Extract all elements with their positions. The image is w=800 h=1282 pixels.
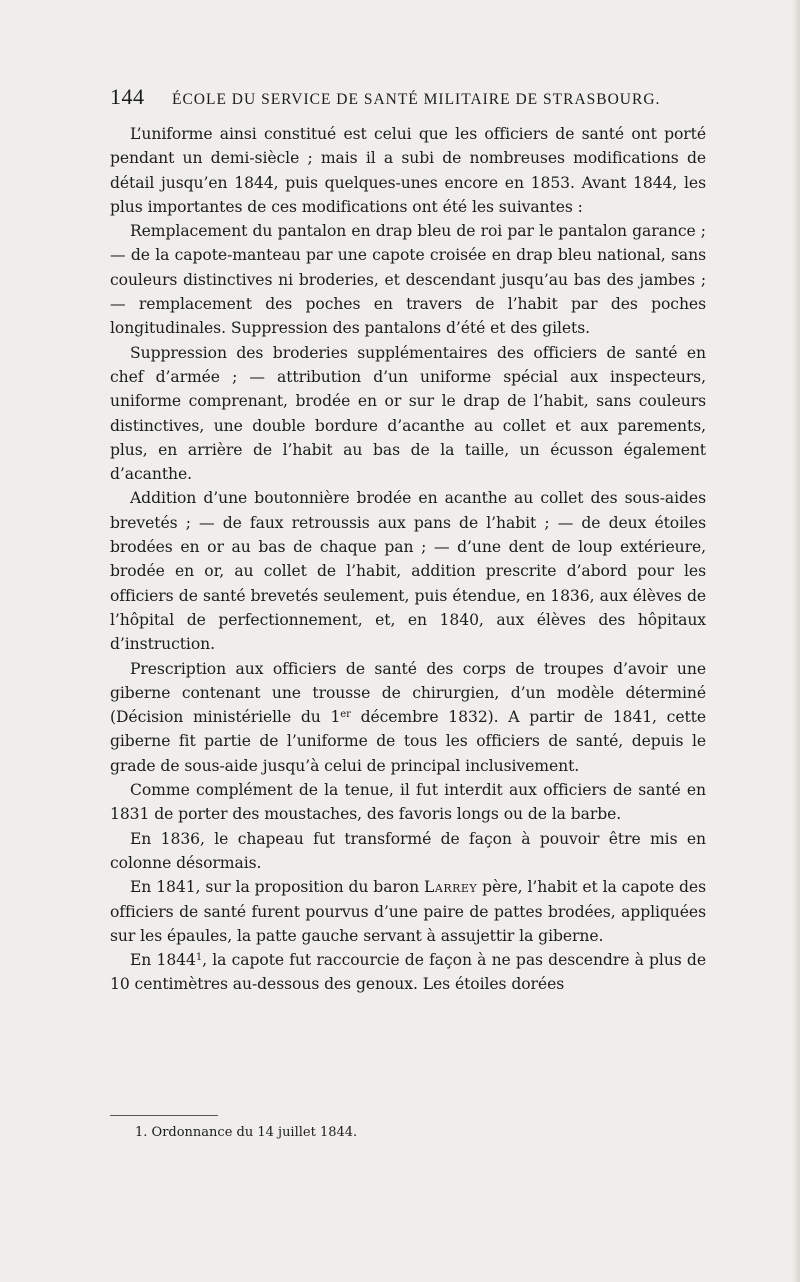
paragraph-1: L’uniforme ainsi constitué est celui que les officiers de santé ont porté pendant un demi-siècle ; mais il a subi de nombreuses modifications de détail jusqu’en 1844, puis quelques-unes encore en 1853. Avant 1844, les plus importantes de ces modifications ont été les suivantes : bbox=[110, 125, 706, 216]
paragraph-9-part-b: , la capote fut raccourcie de façon à ne pas descendre à plus de 10 centimètres au-dessous des genoux. Les étoiles dorées bbox=[110, 951, 706, 994]
paragraph-7: En 1836, le chapeau fut transformé de façon à pouvoir être mis en colonne désormais. bbox=[110, 829, 706, 872]
paragraph-5 bbox=[110, 657, 706, 778]
paragraph-3: Suppression des broderies supplémentaires des officiers de santé en chef d’armée ; — attribution d’un uniforme spécial aux inspecteurs, uniforme comprenant, brodée en or sur le drap de l’habit, sans couleurs distinctives, une double bordure d’acanthe au collet et aux parements, plus, en arrière de l’habit au bas de la taille, un écusson également d’acanthe. bbox=[110, 343, 706, 484]
paragraph-5-part-a: Prescription aux officiers de santé des corps de troupes d’avoir une giberne contenant une trousse de chirurgien, d’un modèle déterminé (Décision ministérielle du 1 bbox=[110, 659, 706, 727]
ordinal-superscript: er bbox=[340, 709, 351, 721]
body-text bbox=[110, 122, 706, 997]
footnote-divider bbox=[110, 1115, 218, 1116]
paragraph-6: Comme complément de la tenue, il fut interdit aux officiers de santé en 1831 de porter des moustaches, des favoris longs ou de la barbe. bbox=[110, 781, 706, 824]
paragraph-8-part-b: père, l’habit et la capote des officiers de santé furent pourvus d’une paire de pattes brodées, appliquées sur les épaules, la patte gauche servant à assujettir la giberne. bbox=[110, 878, 706, 945]
page-edge-shadow bbox=[792, 0, 800, 1282]
paragraph-9 bbox=[110, 948, 706, 997]
running-head: ÉCOLE DU SERVICE DE SANTÉ MILITAIRE DE STRASBOURG. bbox=[172, 91, 661, 108]
paragraph-4: Addition d’une boutonnière brodée en acanthe au collet des sous-aides brevetés ; — de faux retroussis aux pans de l’habit ; — de deux étoiles brodées en or au bas de chaque pan ; — d’une dent de loup extérieure, brodée en or, au collet de l’habit, addition prescrite d’abord pour les officiers de santé brevetés seulement, puis étendue, en 1836, aux élèves de l’hôpital de perfectionnement, et, en 1840, aux élèves des hôpitaux d’instruction. bbox=[110, 489, 706, 654]
paragraph-5-part-b: décembre 1832). A partir de 1841, cette giberne fit partie de l’uniforme de tous les officiers de santé, depuis le grade de sous-aide jusqu’à celui de principal inclusivement. bbox=[110, 708, 706, 775]
footnote-reference: 1 bbox=[195, 952, 203, 964]
footnote: 1. Ordonnance du 14 juillet 1844. bbox=[135, 1125, 358, 1140]
paragraph-8-part-a: En 1841, sur la proposition du baron bbox=[130, 878, 425, 897]
paragraph-8 bbox=[110, 875, 706, 948]
page-header bbox=[110, 84, 706, 112]
page-number: 144 bbox=[110, 84, 145, 109]
paragraph-2: Remplacement du pantalon en drap bleu de roi par le pantalon garance ; — de la capote-manteau par une capote croisée en drap bleu national, sans couleurs distinctives ni broderies, et descendant jusqu’au bas des jambes ; — remplacement des poches en travers de l’habit par des poches longitudinales. Suppression des pantalons d’été et des gilets. bbox=[110, 222, 706, 338]
person-name-larrey: Larrey bbox=[424, 878, 478, 897]
paragraph-9-part-a: En 1844 bbox=[130, 951, 196, 970]
